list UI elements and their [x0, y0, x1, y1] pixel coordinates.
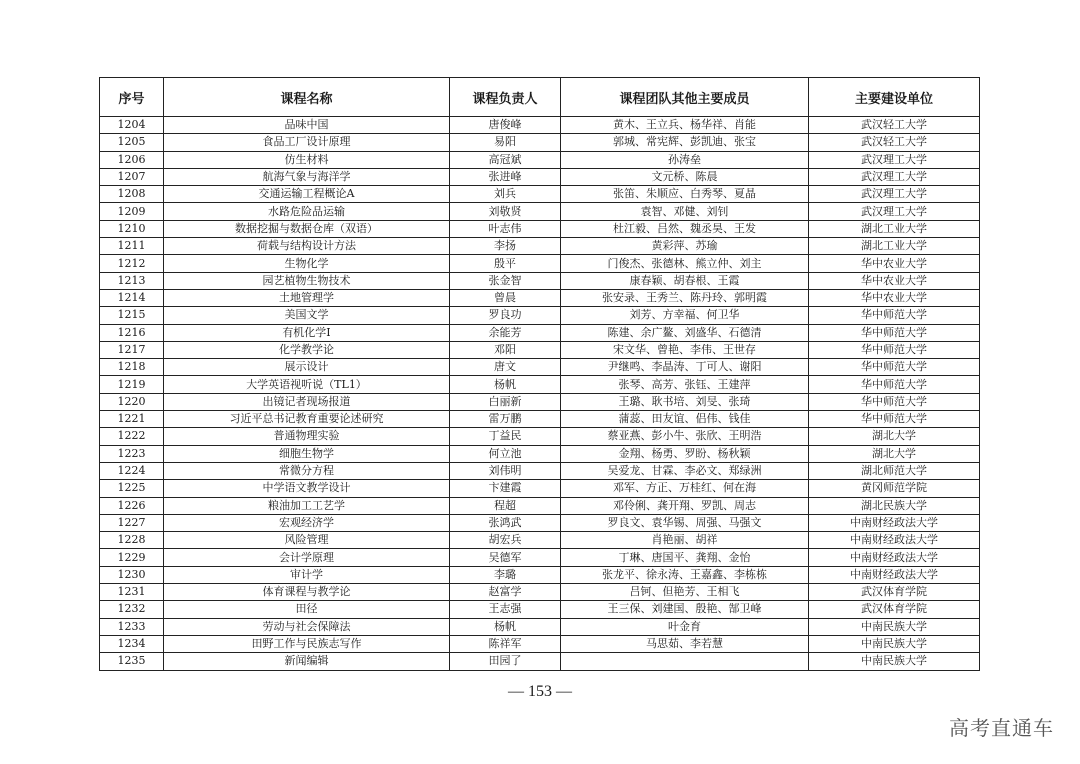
cell-course-name: 宏观经济学	[164, 514, 450, 531]
cell-institution: 湖北大学	[809, 428, 980, 445]
header-index: 序号	[100, 78, 164, 117]
cell-index: 1229	[100, 549, 164, 566]
table-row	[100, 238, 980, 255]
cell-course-name: 普通物理实验	[164, 428, 450, 445]
cell-course-lead: 张鸿武	[450, 514, 561, 531]
cell-index: 1222	[100, 428, 164, 445]
cell-course-lead: 程超	[450, 497, 561, 514]
cell-course-lead: 叶志伟	[450, 220, 561, 237]
cell-course-lead: 赵富学	[450, 584, 561, 601]
cell-team-members: 张安录、王秀兰、陈丹玲、郭明霞	[561, 289, 809, 306]
table-row	[100, 462, 980, 479]
cell-course-lead: 李璐	[450, 566, 561, 583]
cell-course-lead: 刘兵	[450, 186, 561, 203]
cell-index: 1211	[100, 238, 164, 255]
table-row	[100, 618, 980, 635]
cell-institution: 湖北工业大学	[809, 220, 980, 237]
cell-index: 1230	[100, 566, 164, 583]
cell-institution: 武汉理工大学	[809, 186, 980, 203]
cell-course-name: 有机化学I	[164, 324, 450, 341]
table-row	[100, 445, 980, 462]
cell-team-members: 黄彩萍、苏瑜	[561, 238, 809, 255]
cell-index: 1208	[100, 186, 164, 203]
cell-index: 1224	[100, 462, 164, 479]
cell-course-lead: 卞建霞	[450, 480, 561, 497]
cell-course-lead: 吴德军	[450, 549, 561, 566]
cell-course-name: 出镜记者现场报道	[164, 393, 450, 410]
table-row	[100, 168, 980, 185]
cell-team-members: 陈建、余广鳌、刘盛华、石德清	[561, 324, 809, 341]
table-row	[100, 635, 980, 652]
cell-index: 1234	[100, 635, 164, 652]
cell-index: 1231	[100, 584, 164, 601]
cell-index: 1207	[100, 168, 164, 185]
cell-index: 1213	[100, 272, 164, 289]
cell-course-lead: 王志强	[450, 601, 561, 618]
cell-course-name: 园艺植物生物技术	[164, 272, 450, 289]
table-row	[100, 255, 980, 272]
table-row	[100, 134, 980, 151]
cell-index: 1225	[100, 480, 164, 497]
cell-course-lead: 易阳	[450, 134, 561, 151]
cell-course-lead: 刘伟明	[450, 462, 561, 479]
cell-institution: 华中师范大学	[809, 393, 980, 410]
cell-institution: 中南财经政法大学	[809, 566, 980, 583]
cell-team-members: 杜江毅、吕然、魏丞昊、王发	[561, 220, 809, 237]
cell-team-members: 吴爱龙、甘霖、李必文、郑绿洲	[561, 462, 809, 479]
cell-institution: 中南财经政法大学	[809, 549, 980, 566]
cell-course-name: 生物化学	[164, 255, 450, 272]
cell-institution: 湖北师范大学	[809, 462, 980, 479]
cell-course-lead: 余能芳	[450, 324, 561, 341]
cell-course-lead: 张进峰	[450, 168, 561, 185]
cell-course-lead: 李扬	[450, 238, 561, 255]
cell-course-lead: 何立池	[450, 445, 561, 462]
cell-course-name: 新闻编辑	[164, 653, 450, 670]
cell-course-lead: 刘敬贤	[450, 203, 561, 220]
cell-institution: 华中师范大学	[809, 324, 980, 341]
cell-team-members: 门俊杰、张德林、熊立仲、刘主	[561, 255, 809, 272]
cell-course-name: 粮油加工工艺学	[164, 497, 450, 514]
cell-course-name: 体育课程与教学论	[164, 584, 450, 601]
cell-team-members: 宋文华、曾艳、李伟、王世存	[561, 341, 809, 358]
cell-institution: 中南财经政法大学	[809, 514, 980, 531]
cell-course-lead: 雷万鹏	[450, 411, 561, 428]
cell-institution: 华中农业大学	[809, 255, 980, 272]
table-row	[100, 601, 980, 618]
cell-institution: 黄冈师范学院	[809, 480, 980, 497]
cell-index: 1232	[100, 601, 164, 618]
cell-institution: 华中师范大学	[809, 376, 980, 393]
table-row	[100, 497, 980, 514]
cell-team-members: 康春颖、胡春根、王霞	[561, 272, 809, 289]
header-course-name: 课程名称	[164, 78, 450, 117]
table-row	[100, 393, 980, 410]
cell-index: 1220	[100, 393, 164, 410]
cell-index: 1217	[100, 341, 164, 358]
cell-team-members: 袁智、邓健、刘钊	[561, 203, 809, 220]
cell-index: 1204	[100, 117, 164, 134]
cell-institution: 武汉理工大学	[809, 151, 980, 168]
cell-course-name: 数据挖掘与数据仓库（双语）	[164, 220, 450, 237]
table-row	[100, 220, 980, 237]
cell-course-name: 土地管理学	[164, 289, 450, 306]
cell-institution: 武汉理工大学	[809, 203, 980, 220]
cell-team-members: 金翔、杨勇、罗盼、杨秋颖	[561, 445, 809, 462]
cell-institution: 华中农业大学	[809, 272, 980, 289]
cell-course-lead: 邓阳	[450, 341, 561, 358]
table-row	[100, 514, 980, 531]
table-header-row	[100, 78, 980, 117]
cell-index: 1209	[100, 203, 164, 220]
table-row	[100, 376, 980, 393]
cell-institution: 中南民族大学	[809, 618, 980, 635]
cell-course-name: 交通运输工程概论A	[164, 186, 450, 203]
cell-course-name: 会计学原理	[164, 549, 450, 566]
cell-course-lead: 杨帆	[450, 376, 561, 393]
cell-course-name: 中学语文教学设计	[164, 480, 450, 497]
table-row	[100, 411, 980, 428]
table-row	[100, 151, 980, 168]
cell-team-members: 郭城、常宪辉、彭凯迪、张宝	[561, 134, 809, 151]
cell-index: 1214	[100, 289, 164, 306]
table-row	[100, 341, 980, 358]
cell-team-members: 王璐、耿书培、刘旻、张琦	[561, 393, 809, 410]
cell-course-name: 田径	[164, 601, 450, 618]
cell-course-name: 田野工作与民族志写作	[164, 635, 450, 652]
cell-institution: 湖北大学	[809, 445, 980, 462]
table-row	[100, 272, 980, 289]
table-row	[100, 549, 980, 566]
cell-course-lead: 殷平	[450, 255, 561, 272]
header-team-members: 课程团队其他主要成员	[561, 78, 809, 117]
cell-course-name: 水路危险品运输	[164, 203, 450, 220]
cell-institution: 武汉轻工大学	[809, 117, 980, 134]
cell-team-members: 蒲蕊、田友谊、侣伟、钱佳	[561, 411, 809, 428]
table-row	[100, 584, 980, 601]
cell-course-name: 审计学	[164, 566, 450, 583]
cell-institution: 湖北工业大学	[809, 238, 980, 255]
cell-institution: 武汉体育学院	[809, 584, 980, 601]
cell-team-members: 邓伶俐、龚开翔、罗凯、周志	[561, 497, 809, 514]
cell-index: 1205	[100, 134, 164, 151]
cell-course-name: 荷载与结构设计方法	[164, 238, 450, 255]
table-row	[100, 307, 980, 324]
cell-institution: 武汉轻工大学	[809, 134, 980, 151]
course-table-sheet	[99, 77, 979, 671]
cell-course-lead: 高冠斌	[450, 151, 561, 168]
cell-index: 1235	[100, 653, 164, 670]
cell-course-lead: 陈祥军	[450, 635, 561, 652]
cell-index: 1219	[100, 376, 164, 393]
cell-index: 1218	[100, 359, 164, 376]
table-row	[100, 117, 980, 134]
cell-institution: 中南财经政法大学	[809, 532, 980, 549]
cell-team-members: 孙涛垒	[561, 151, 809, 168]
cell-course-name: 常微分方程	[164, 462, 450, 479]
header-course-lead: 课程负责人	[450, 78, 561, 117]
cell-team-members: 王三保、刘建国、殷艳、郜卫峰	[561, 601, 809, 618]
cell-course-name: 仿生材料	[164, 151, 450, 168]
cell-index: 1233	[100, 618, 164, 635]
cell-team-members: 丁琳、唐国平、龚翔、金怡	[561, 549, 809, 566]
cell-team-members: 刘芳、方幸福、何卫华	[561, 307, 809, 324]
cell-team-members: 文元桥、陈晨	[561, 168, 809, 185]
cell-course-lead: 罗良功	[450, 307, 561, 324]
cell-course-name: 风险管理	[164, 532, 450, 549]
cell-course-name: 展示设计	[164, 359, 450, 376]
course-table	[99, 77, 980, 671]
cell-index: 1215	[100, 307, 164, 324]
cell-institution: 武汉体育学院	[809, 601, 980, 618]
cell-course-name: 品味中国	[164, 117, 450, 134]
table-row	[100, 324, 980, 341]
table-body	[100, 117, 980, 671]
cell-team-members: 张琴、高芳、张钰、王建萍	[561, 376, 809, 393]
cell-institution: 湖北民族大学	[809, 497, 980, 514]
cell-team-members: 蔡亚燕、彭小牛、张欣、王明浩	[561, 428, 809, 445]
cell-course-lead: 张金智	[450, 272, 561, 289]
cell-institution: 华中农业大学	[809, 289, 980, 306]
table-row	[100, 532, 980, 549]
cell-course-lead: 杨帆	[450, 618, 561, 635]
cell-index: 1216	[100, 324, 164, 341]
cell-index: 1206	[100, 151, 164, 168]
cell-course-lead: 田园了	[450, 653, 561, 670]
cell-team-members: 叶金育	[561, 618, 809, 635]
cell-team-members: 邓军、方正、万桂红、何在海	[561, 480, 809, 497]
cell-course-lead: 曾晨	[450, 289, 561, 306]
cell-course-name: 美国文学	[164, 307, 450, 324]
cell-institution: 华中师范大学	[809, 307, 980, 324]
cell-course-lead: 丁益民	[450, 428, 561, 445]
cell-index: 1223	[100, 445, 164, 462]
cell-institution: 中南民族大学	[809, 635, 980, 652]
cell-institution: 华中师范大学	[809, 341, 980, 358]
header-institution: 主要建设单位	[809, 78, 980, 117]
table-row	[100, 186, 980, 203]
cell-index: 1210	[100, 220, 164, 237]
cell-course-name: 习近平总书记教育重要论述研究	[164, 411, 450, 428]
cell-institution: 中南民族大学	[809, 653, 980, 670]
cell-index: 1228	[100, 532, 164, 549]
cell-team-members: 肖艳丽、胡祥	[561, 532, 809, 549]
cell-index: 1221	[100, 411, 164, 428]
cell-course-lead: 唐文	[450, 359, 561, 376]
table-row	[100, 428, 980, 445]
watermark-text: 高考直通车	[949, 716, 1054, 740]
cell-team-members: 马思茹、李若慧	[561, 635, 809, 652]
cell-index: 1227	[100, 514, 164, 531]
cell-course-name: 细胞生物学	[164, 445, 450, 462]
table-row	[100, 203, 980, 220]
table-row	[100, 359, 980, 376]
table-row	[100, 480, 980, 497]
table-row	[100, 653, 980, 670]
cell-course-lead: 白丽新	[450, 393, 561, 410]
table-row	[100, 566, 980, 583]
cell-team-members: 尹继鸣、李晶涛、丁可人、谢阳	[561, 359, 809, 376]
cell-team-members	[561, 653, 809, 670]
cell-team-members: 罗良文、袁华锡、周强、马强文	[561, 514, 809, 531]
table-row	[100, 289, 980, 306]
cell-index: 1212	[100, 255, 164, 272]
cell-team-members: 黄木、王立兵、杨华祥、肖能	[561, 117, 809, 134]
cell-course-lead: 胡宏兵	[450, 532, 561, 549]
cell-institution: 武汉理工大学	[809, 168, 980, 185]
cell-institution: 华中师范大学	[809, 359, 980, 376]
cell-course-lead: 唐俊峰	[450, 117, 561, 134]
cell-team-members: 吕钶、但艳芳、王相飞	[561, 584, 809, 601]
page-number: — 153 —	[508, 683, 572, 700]
cell-course-name: 劳动与社会保障法	[164, 618, 450, 635]
cell-course-name: 化学教学论	[164, 341, 450, 358]
cell-course-name: 大学英语视听说（TL1）	[164, 376, 450, 393]
cell-team-members: 张笛、朱顺应、白秀琴、夏晶	[561, 186, 809, 203]
cell-course-name: 航海气象与海洋学	[164, 168, 450, 185]
cell-institution: 华中师范大学	[809, 411, 980, 428]
cell-team-members: 张龙平、徐永涛、王嘉鑫、李栋栋	[561, 566, 809, 583]
cell-index: 1226	[100, 497, 164, 514]
cell-course-name: 食品工厂设计原理	[164, 134, 450, 151]
